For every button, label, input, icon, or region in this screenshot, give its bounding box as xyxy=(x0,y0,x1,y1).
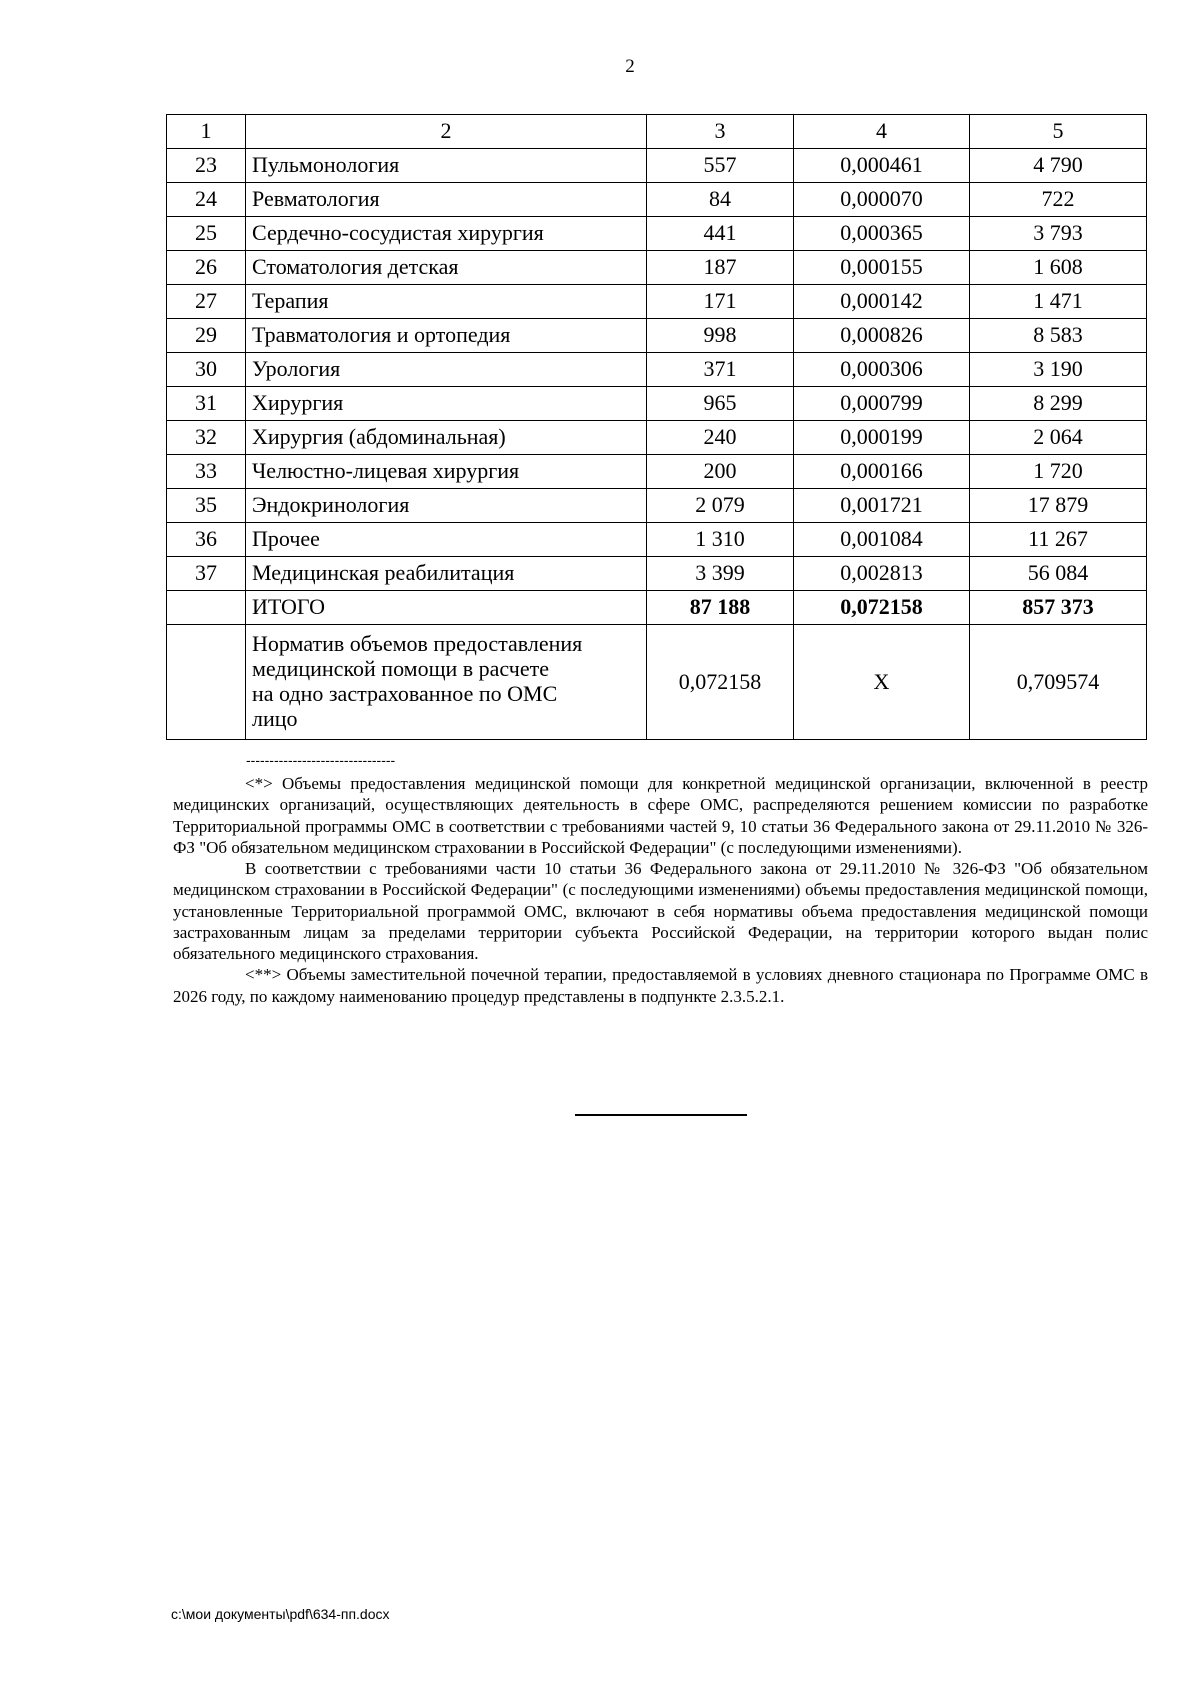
normative-col5: 0,709574 xyxy=(970,625,1147,740)
row-value-col5: 17 879 xyxy=(970,489,1147,523)
row-value-col3: 371 xyxy=(647,353,794,387)
table-row xyxy=(167,455,1147,489)
header-cell: 1 xyxy=(167,115,246,149)
row-value-col5: 3 190 xyxy=(970,353,1147,387)
table-row xyxy=(167,217,1147,251)
table-row xyxy=(167,421,1147,455)
table-row xyxy=(167,149,1147,183)
row-number: 30 xyxy=(167,353,246,387)
total-col4: 0,072158 xyxy=(794,591,970,625)
row-label: Пульмонология xyxy=(246,149,647,183)
row-value-col3: 1 310 xyxy=(647,523,794,557)
total-row xyxy=(167,591,1147,625)
table-row xyxy=(167,285,1147,319)
table-row xyxy=(167,557,1147,591)
row-number: 27 xyxy=(167,285,246,319)
row-value-col4: 0,002813 xyxy=(794,557,970,591)
row-value-col4: 0,000365 xyxy=(794,217,970,251)
total-col5: 857 373 xyxy=(970,591,1147,625)
data-table xyxy=(166,114,1147,740)
row-number: 32 xyxy=(167,421,246,455)
row-value-col4: 0,000799 xyxy=(794,387,970,421)
row-value-col5: 4 790 xyxy=(970,149,1147,183)
row-value-col3: 557 xyxy=(647,149,794,183)
row-number: 31 xyxy=(167,387,246,421)
row-label: Прочее xyxy=(246,523,647,557)
row-value-col3: 200 xyxy=(647,455,794,489)
row-value-col5: 11 267 xyxy=(970,523,1147,557)
table-row xyxy=(167,353,1147,387)
row-value-col3: 84 xyxy=(647,183,794,217)
total-number-cell xyxy=(167,591,246,625)
header-cell: 3 xyxy=(647,115,794,149)
footnote-paragraph: <*> Объемы предоставления медицинской помощи для конкретной медицинской организации, включенной в реестр медицинских организаций, осуществляющих деятельность в сфере ОМС, распределяются решением комиссии по разработке Территориальной программы ОМС в соответствии с требованиями частей 9, 10 статьи 36 Федерального закона от 29.11.2010 № 326-ФЗ "Об обязательном медицинском страховании в Российской Федерации" (с последующими изменениями). xyxy=(173,774,1148,857)
row-number: 35 xyxy=(167,489,246,523)
row-label: Хирургия (абдоминальная) xyxy=(246,421,647,455)
table-row xyxy=(167,251,1147,285)
normative-label xyxy=(246,625,647,740)
row-value-col5: 8 299 xyxy=(970,387,1147,421)
row-value-col3: 441 xyxy=(647,217,794,251)
header-cell: 2 xyxy=(246,115,647,149)
row-label: Медицинская реабилитация xyxy=(246,557,647,591)
row-value-col4: 0,000142 xyxy=(794,285,970,319)
row-number: 25 xyxy=(167,217,246,251)
row-value-col5: 2 064 xyxy=(970,421,1147,455)
row-value-col5: 722 xyxy=(970,183,1147,217)
end-rule xyxy=(575,1114,747,1116)
footnotes xyxy=(173,773,1148,1007)
row-value-col5: 3 793 xyxy=(970,217,1147,251)
file-path: c:\мои документы\pdf\634-пп.docx xyxy=(171,1606,390,1622)
row-value-col3: 998 xyxy=(647,319,794,353)
normative-col3: 0,072158 xyxy=(647,625,794,740)
row-label: Урология xyxy=(246,353,647,387)
row-number: 37 xyxy=(167,557,246,591)
row-value-col3: 171 xyxy=(647,285,794,319)
table-header-row xyxy=(167,115,1147,149)
table-row xyxy=(167,387,1147,421)
row-value-col3: 240 xyxy=(647,421,794,455)
row-value-col3: 3 399 xyxy=(647,557,794,591)
row-label: Сердечно-сосудистая хирургия xyxy=(246,217,647,251)
row-value-col5: 1 720 xyxy=(970,455,1147,489)
row-value-col4: 0,001721 xyxy=(794,489,970,523)
row-label: Терапия xyxy=(246,285,647,319)
row-label: Челюстно-лицевая хирургия xyxy=(246,455,647,489)
row-value-col4: 0,000166 xyxy=(794,455,970,489)
table-row xyxy=(167,523,1147,557)
row-label: Травматология и ортопедия xyxy=(246,319,647,353)
row-value-col5: 1 471 xyxy=(970,285,1147,319)
row-value-col4: 0,000306 xyxy=(794,353,970,387)
normative-label-line: на одно застрахованное по ОМС xyxy=(252,681,558,706)
footnote-paragraph: <**> Объемы заместительной почечной терапии, предоставляемой в условиях дневного стационара по Программе ОМС в 2026 году, по каждому наименованию процедур представлены в подпункте 2.3.5.2.1. xyxy=(173,965,1148,1006)
row-value-col4: 0,000461 xyxy=(794,149,970,183)
normative-label-line: Норматив объемов предоставления xyxy=(252,631,583,657)
row-value-col4: 0,000155 xyxy=(794,251,970,285)
header-cell: 5 xyxy=(970,115,1147,149)
table-row xyxy=(167,183,1147,217)
row-number: 24 xyxy=(167,183,246,217)
row-value-col5: 8 583 xyxy=(970,319,1147,353)
page-number: 2 xyxy=(625,56,635,77)
normative-label-line: лицо xyxy=(252,705,298,731)
row-number: 23 xyxy=(167,149,246,183)
footnote-separator: -------------------------------- xyxy=(246,752,396,768)
header-cell: 4 xyxy=(794,115,970,149)
row-value-col5: 56 084 xyxy=(970,557,1147,591)
row-value-col4: 0,000199 xyxy=(794,421,970,455)
table-row xyxy=(167,489,1147,523)
row-value-col5: 1 608 xyxy=(970,251,1147,285)
row-value-col4: 0,000826 xyxy=(794,319,970,353)
row-number: 36 xyxy=(167,523,246,557)
row-number: 33 xyxy=(167,455,246,489)
total-label: ИТОГО xyxy=(246,591,647,625)
row-value-col3: 187 xyxy=(647,251,794,285)
total-col3: 87 188 xyxy=(647,591,794,625)
footnote-paragraph: В соответствии с требованиями части 10 статьи 36 Федерального закона от 29.11.2010 № 326-ФЗ "Об обязательном медицинском страховании в Российской Федерации" (с последующими изменениями) объемы предоставления медицинской помощи, установленные Территориальной программой ОМС, включают в себя нормативы объема предоставления медицинской помощи застрахованным лицам за пределами территории субъекта Российской Федерации, на территории которого выдан полис обязательного медицинского страхования. xyxy=(173,859,1148,963)
normative-col4: X xyxy=(794,625,970,740)
normative-label-line: медицинской помощи в расчете xyxy=(252,656,549,682)
row-value-col3: 2 079 xyxy=(647,489,794,523)
row-number: 29 xyxy=(167,319,246,353)
table-row xyxy=(167,319,1147,353)
row-number: 26 xyxy=(167,251,246,285)
row-label: Хирургия xyxy=(246,387,647,421)
row-value-col4: 0,001084 xyxy=(794,523,970,557)
row-label: Стоматология детская xyxy=(246,251,647,285)
normative-row xyxy=(167,625,1147,740)
row-value-col4: 0,000070 xyxy=(794,183,970,217)
row-label: Эндокринология xyxy=(246,489,647,523)
row-label: Ревматология xyxy=(246,183,647,217)
normative-number-cell xyxy=(167,625,246,740)
row-value-col3: 965 xyxy=(647,387,794,421)
